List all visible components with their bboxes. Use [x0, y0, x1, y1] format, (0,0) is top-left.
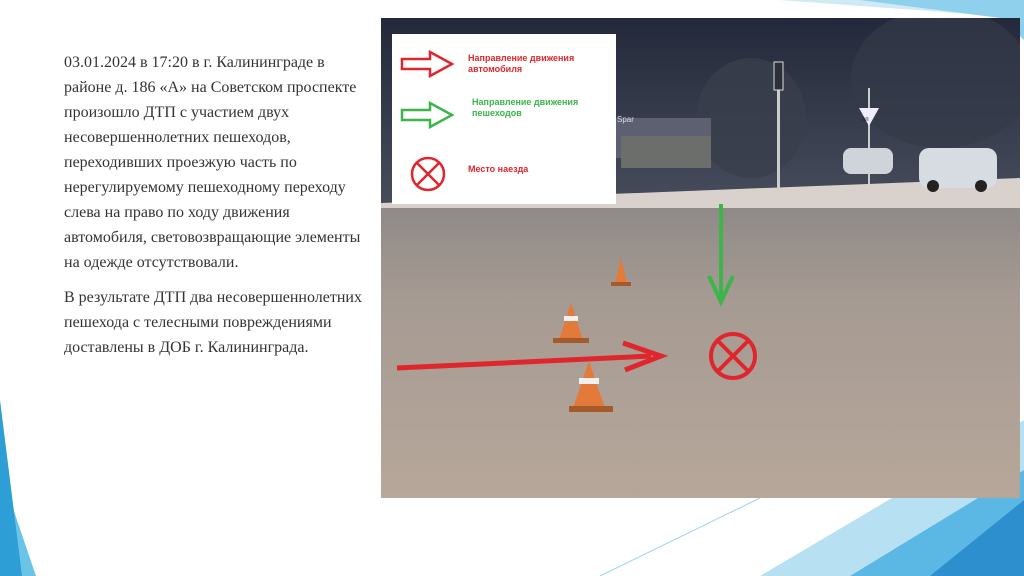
- legend-car-direction-label: Направление движения автомобиля: [468, 53, 575, 74]
- legend-car-arrow-icon: [402, 52, 452, 76]
- incident-description: 03.01.2024 в 17:20 в г. Калининграде в районе д. 186 «А» на Советском проспекте произошло ДТП с участием двух несовершеннолетних пешеходов, переходивших проезжую часть по нерегулируемому пешеходному переходу слева на право по ходу движения автомобиля, световозвращающие элементы на одежде отсутствовали.: [64, 54, 361, 271]
- legend-collision-icon: [412, 158, 444, 190]
- slide-text: [64, 50, 374, 370]
- legend-pedestrian-direction-label: Направление движения пешеходов: [472, 97, 579, 118]
- legend-collision-label: Место наезда: [468, 164, 529, 174]
- legend: [392, 34, 616, 204]
- store-sign: Spar: [617, 115, 634, 124]
- incident-result: В результате ДТП два несовершеннолетних пешехода с телесными повреждениями доставлены в ДОБ г. Калининграда.: [64, 289, 362, 356]
- legend-pedestrian-arrow-icon: [402, 103, 452, 127]
- sign-text: ап: [862, 117, 869, 123]
